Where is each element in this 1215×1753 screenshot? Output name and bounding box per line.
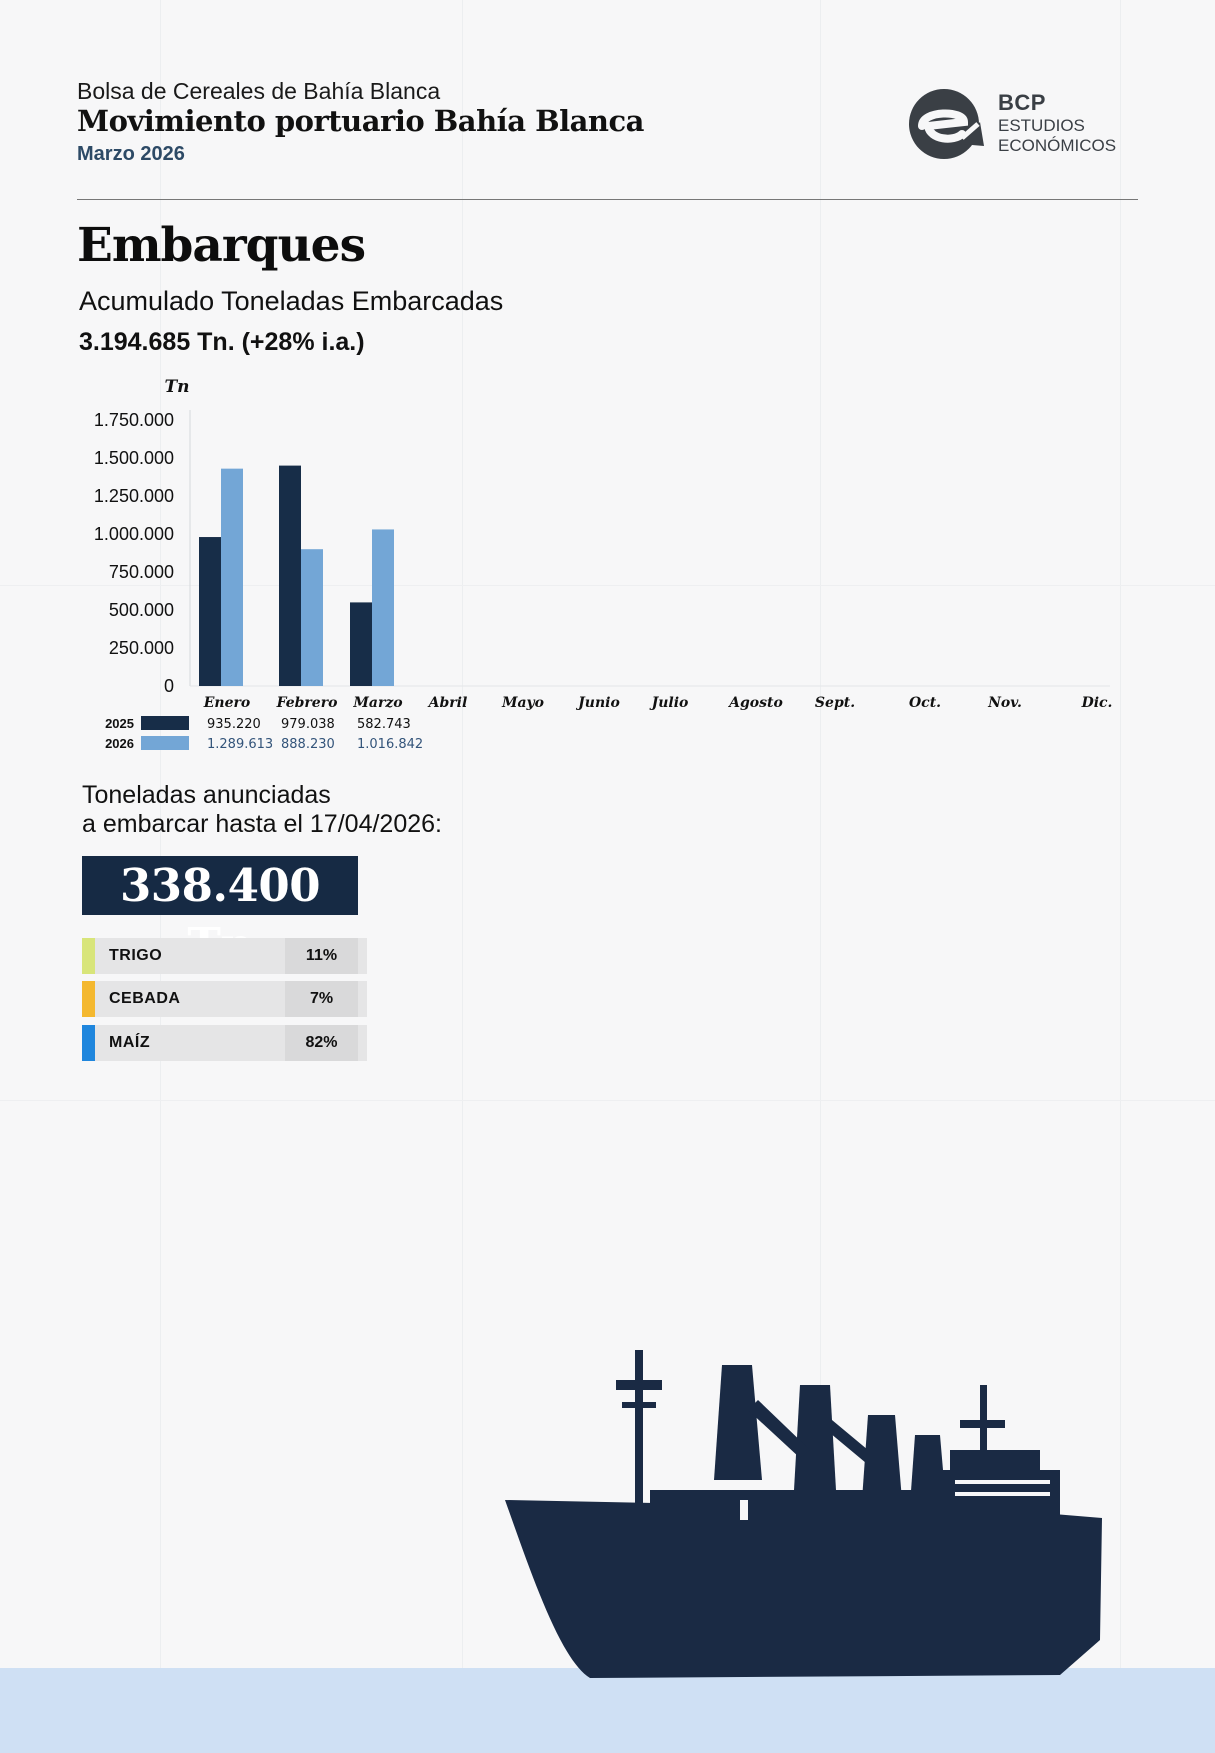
y-tick-label: 1.500.000 [93,448,174,468]
background-line [0,1100,1215,1101]
background-line [1120,0,1121,1753]
logo-line-2: ESTUDIOS [998,116,1085,135]
bar-2025-marzo [350,602,372,686]
bar-2026-marzo [372,529,394,686]
legend-swatch-2026 [141,736,189,750]
announced-total: 338.400 [82,856,358,915]
y-tick-label: 0 [163,676,174,696]
x-tick-label: Agosto [729,695,783,711]
share-color-swatch [82,938,95,974]
background-line [462,0,463,1753]
share-percent: 7% [285,981,358,1017]
y-tick-label: 750.000 [108,562,174,582]
section-subtitle: Acumulado Toneladas Embarcadas [79,286,504,316]
y-tick-label: 250.000 [108,638,174,658]
report-period: Marzo 2026 [77,143,185,165]
x-tick-label: Nov. [988,695,1022,711]
logo-line-3: ECONÓMICOS [998,136,1117,155]
shipments-bar-chart [0,370,1215,760]
section-title: Embarques [77,218,366,273]
y-tick-label: 1.000.000 [93,524,174,544]
x-tick-label: Junio [578,695,620,711]
data-label: 1.016.842 [357,737,424,752]
share-row-trigo [82,938,358,974]
bar-2025-enero [199,537,221,686]
x-tick-label: Julio [651,695,689,711]
share-name: TRIGO [109,947,163,964]
cargo-ship-icon [500,1340,1115,1700]
announced-date: 17/04/2026 [309,810,436,838]
share-row-maiz [82,1025,358,1061]
data-label: 888.230 [281,737,335,752]
y-tick-label: 1.750.000 [93,410,174,430]
header-divider [77,199,1138,200]
bcp-e-icon [908,88,986,160]
legend-swatch-2025 [141,716,189,730]
data-label: 935.220 [207,717,261,732]
x-tick-label: Mayo [501,695,545,711]
share-name: MAÍZ [109,1034,151,1051]
y-tick-label: 500.000 [108,600,174,620]
data-label: 582.743 [357,717,411,732]
share-color-swatch [82,981,95,1017]
bar-2026-febrero [301,549,323,686]
announced-label-line2 [82,810,442,839]
data-label: 1.289.613 [207,737,274,752]
page-title: Movimiento portuario Bahía Blanca [77,104,644,138]
share-name: CEBADA [109,990,181,1007]
share-row-cebada [82,981,358,1017]
x-tick-label: Marzo [353,695,403,711]
organization-name: Bolsa de Cereales de Bahía Blanca [77,78,441,104]
x-tick-label: Abril [428,695,468,711]
y-tick-label: 1.250.000 [93,486,174,506]
x-tick-label: Febrero [276,695,338,711]
x-tick-label: Dic. [1081,695,1113,711]
legend-label-2025: 2025 [105,716,134,731]
bar-2026-enero [221,469,243,686]
share-color-swatch [82,1025,95,1061]
announced-label-text: a embarcar hasta el [82,810,303,838]
bcp-logo [908,88,1117,160]
x-tick-label: Oct. [908,695,942,711]
share-percent: 82% [285,1025,358,1061]
announced-colon: : [435,810,442,838]
x-tick-label: Sept. [814,695,856,711]
y-axis-label: Tn [164,377,190,397]
legend-label-2026: 2026 [105,736,134,751]
section-total: 3.194.685 Tn. (+28% i.a.) [79,328,365,356]
logo-wordmark: BCP [998,90,1046,115]
x-tick-label: Enero [203,695,251,711]
share-percent: 11% [285,938,358,974]
bar-2025-febrero [279,466,301,686]
announced-label-line1: Toneladas anunciadas [82,781,331,809]
data-label: 979.038 [281,717,335,732]
